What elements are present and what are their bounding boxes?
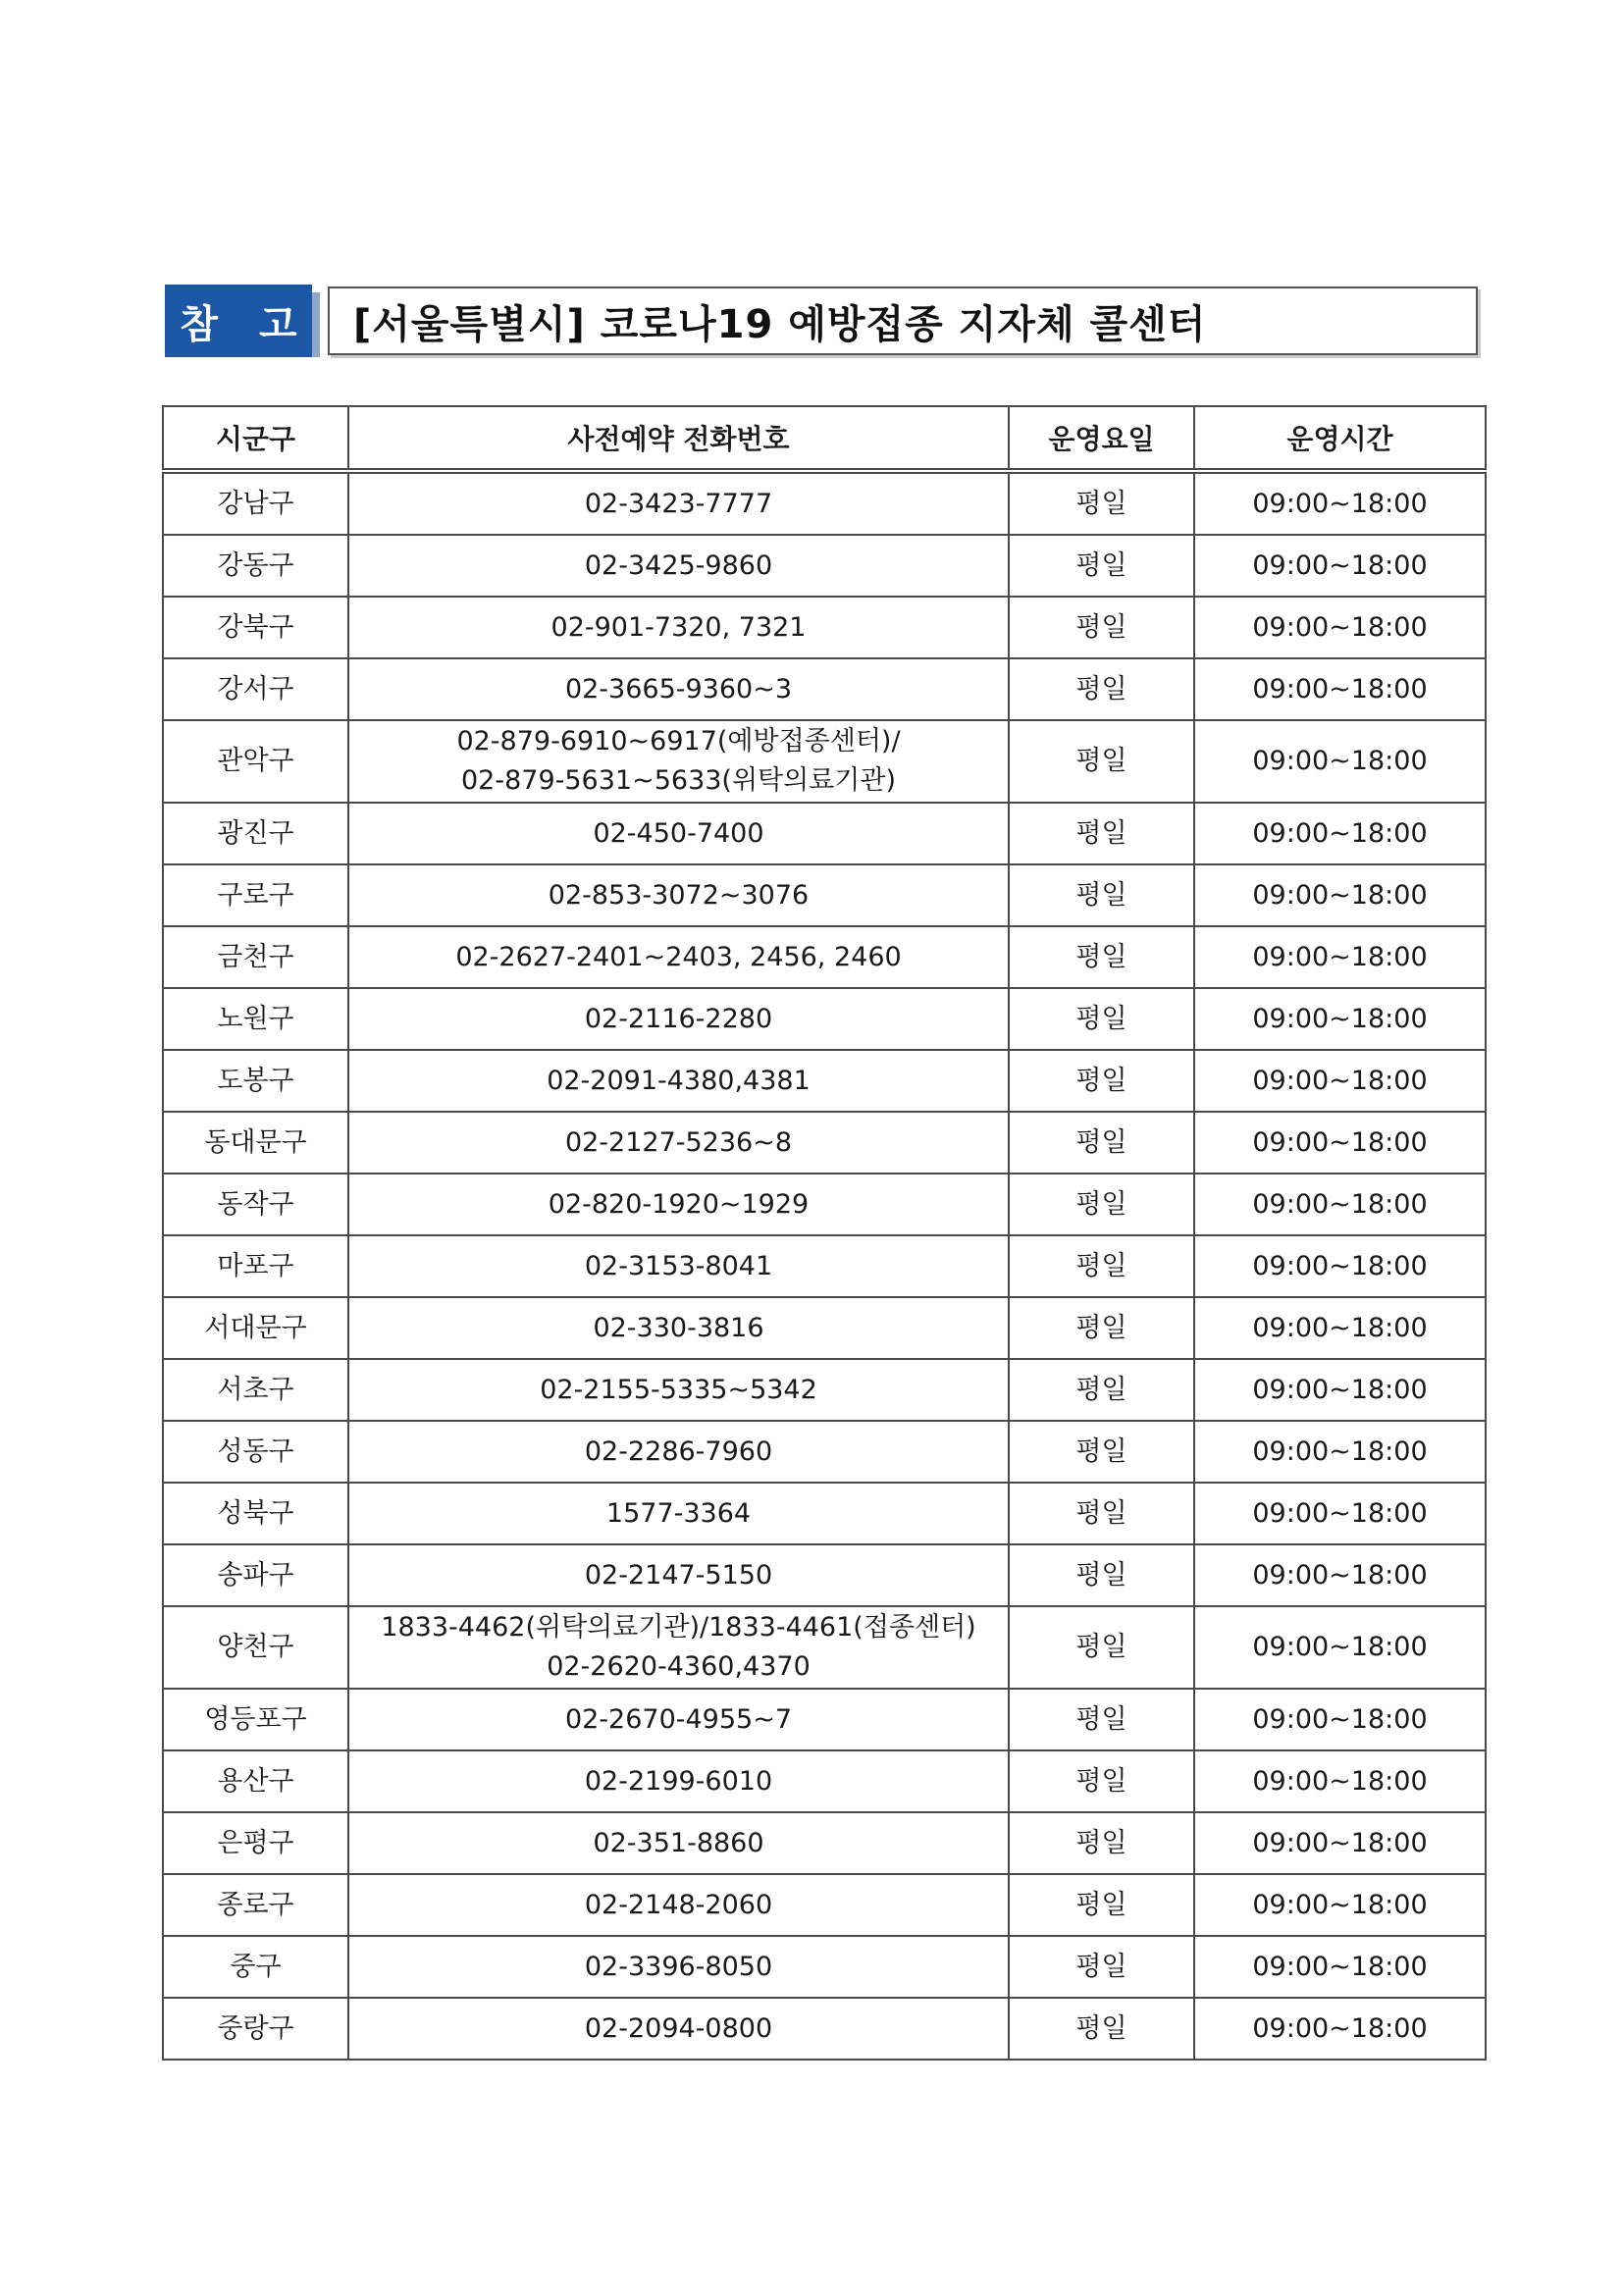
days-cell: 평일 xyxy=(1009,1235,1194,1297)
phone-line: 02-3396-8050 xyxy=(584,1951,773,1982)
phone-line: 02-2091-4380,4381 xyxy=(547,1065,811,1096)
phone-line: 02-879-5631~5633(위탁의료기관) xyxy=(461,765,896,796)
district-cell: 성동구 xyxy=(163,1421,348,1483)
days-cell: 평일 xyxy=(1009,597,1194,658)
hours-cell: 09:00~18:00 xyxy=(1194,1606,1486,1689)
days-cell: 평일 xyxy=(1009,1689,1194,1750)
hours-cell: 09:00~18:00 xyxy=(1194,926,1486,988)
district-cell: 양천구 xyxy=(163,1606,348,1689)
table-row xyxy=(163,1297,1486,1359)
phone-line: 02-2148-2060 xyxy=(584,1889,773,1920)
phone-cell xyxy=(348,1936,1009,1998)
phone-line: 02-2094-0800 xyxy=(584,2012,773,2044)
column-header-phone: 사전예약 전화번호 xyxy=(348,406,1009,471)
phone-line: 02-2627-2401~2403, 2456, 2460 xyxy=(455,941,902,972)
table-body xyxy=(163,471,1486,2060)
district-cell: 서초구 xyxy=(163,1359,348,1421)
days-cell: 평일 xyxy=(1009,720,1194,803)
days-cell: 평일 xyxy=(1009,1174,1194,1235)
days-cell: 평일 xyxy=(1009,1483,1194,1544)
phone-cell xyxy=(348,720,1009,803)
district-cell: 관악구 xyxy=(163,720,348,803)
hours-cell: 09:00~18:00 xyxy=(1194,597,1486,658)
district-cell: 성북구 xyxy=(163,1483,348,1544)
hours-cell: 09:00~18:00 xyxy=(1194,1750,1486,1812)
phone-cell xyxy=(348,1050,1009,1112)
days-cell: 평일 xyxy=(1009,803,1194,864)
phone-line: 02-2147-5150 xyxy=(584,1559,773,1591)
hours-cell: 09:00~18:00 xyxy=(1194,1359,1486,1421)
district-cell: 서대문구 xyxy=(163,1297,348,1359)
hours-cell: 09:00~18:00 xyxy=(1194,1689,1486,1750)
days-cell: 평일 xyxy=(1009,1874,1194,1936)
table-row xyxy=(163,1421,1486,1483)
hours-cell: 09:00~18:00 xyxy=(1194,1544,1486,1606)
phone-cell xyxy=(348,1112,1009,1174)
hours-cell: 09:00~18:00 xyxy=(1194,988,1486,1050)
hours-cell: 09:00~18:00 xyxy=(1194,864,1486,926)
hours-cell: 09:00~18:00 xyxy=(1194,658,1486,720)
table-header xyxy=(163,406,1486,471)
hours-cell: 09:00~18:00 xyxy=(1194,471,1486,535)
table-row xyxy=(163,1544,1486,1606)
phone-cell xyxy=(348,1421,1009,1483)
hours-cell: 09:00~18:00 xyxy=(1194,1421,1486,1483)
hours-cell: 09:00~18:00 xyxy=(1194,1174,1486,1235)
table-row xyxy=(163,535,1486,597)
phone-line: 02-853-3072~3076 xyxy=(548,879,810,911)
district-cell: 송파구 xyxy=(163,1544,348,1606)
phone-line: 02-2155-5335~5342 xyxy=(540,1374,817,1405)
hours-cell: 09:00~18:00 xyxy=(1194,1050,1486,1112)
table-row xyxy=(163,1050,1486,1112)
days-cell: 평일 xyxy=(1009,1050,1194,1112)
hours-cell: 09:00~18:00 xyxy=(1194,1812,1486,1874)
table-row xyxy=(163,988,1486,1050)
table-row xyxy=(163,1359,1486,1421)
phone-line: 02-820-1920~1929 xyxy=(548,1188,810,1220)
phone-line: 02-3153-8041 xyxy=(584,1250,773,1281)
phone-cell xyxy=(348,926,1009,988)
days-cell: 평일 xyxy=(1009,1112,1194,1174)
district-cell: 마포구 xyxy=(163,1235,348,1297)
table-row xyxy=(163,864,1486,926)
district-cell: 강동구 xyxy=(163,535,348,597)
phone-line: 02-3665-9360~3 xyxy=(564,673,793,704)
district-cell: 은평구 xyxy=(163,1812,348,1874)
phone-cell xyxy=(348,1874,1009,1936)
phone-cell xyxy=(348,658,1009,720)
district-cell: 중구 xyxy=(163,1936,348,1998)
days-cell: 평일 xyxy=(1009,1812,1194,1874)
phone-cell xyxy=(348,1689,1009,1750)
hours-cell: 09:00~18:00 xyxy=(1194,1297,1486,1359)
phone-cell xyxy=(348,988,1009,1050)
district-cell: 강서구 xyxy=(163,658,348,720)
district-cell: 금천구 xyxy=(163,926,348,988)
district-cell: 동작구 xyxy=(163,1174,348,1235)
phone-line: 02-351-8860 xyxy=(593,1827,764,1858)
days-cell: 평일 xyxy=(1009,988,1194,1050)
column-header-days: 운영요일 xyxy=(1009,406,1194,471)
phone-cell xyxy=(348,1812,1009,1874)
table-row xyxy=(163,597,1486,658)
header-row xyxy=(163,406,1486,471)
table-row xyxy=(163,1936,1486,1998)
phone-cell xyxy=(348,1544,1009,1606)
hours-cell: 09:00~18:00 xyxy=(1194,1112,1486,1174)
table-row xyxy=(163,1174,1486,1235)
phone-cell xyxy=(348,864,1009,926)
table-row xyxy=(163,1112,1486,1174)
days-cell: 평일 xyxy=(1009,926,1194,988)
column-header-hours: 운영시간 xyxy=(1194,406,1486,471)
hours-cell: 09:00~18:00 xyxy=(1194,720,1486,803)
district-cell: 종로구 xyxy=(163,1874,348,1936)
table-row xyxy=(163,1998,1486,2060)
district-cell: 강남구 xyxy=(163,471,348,535)
page-title: [서울특별시] 코로나19 예방접종 지자체 콜센터 xyxy=(328,287,1478,355)
hours-cell: 09:00~18:00 xyxy=(1194,803,1486,864)
table-row xyxy=(163,1750,1486,1812)
district-cell: 노원구 xyxy=(163,988,348,1050)
hours-cell: 09:00~18:00 xyxy=(1194,1235,1486,1297)
table-row xyxy=(163,1689,1486,1750)
phone-cell xyxy=(348,597,1009,658)
phone-line: 02-2199-6010 xyxy=(584,1765,773,1797)
district-cell: 도봉구 xyxy=(163,1050,348,1112)
phone-line: 02-901-7320, 7321 xyxy=(550,611,807,643)
phone-cell xyxy=(348,1174,1009,1235)
phone-line: 02-2670-4955~7 xyxy=(564,1703,793,1735)
table-row xyxy=(163,1812,1486,1874)
badge-shadow xyxy=(312,292,320,357)
phone-line: 02-2620-4360,4370 xyxy=(547,1651,811,1682)
phone-cell xyxy=(348,1297,1009,1359)
district-cell: 용산구 xyxy=(163,1750,348,1812)
phone-cell xyxy=(348,471,1009,535)
phone-cell xyxy=(348,1998,1009,2060)
call-center-table xyxy=(162,405,1487,2061)
days-cell: 평일 xyxy=(1009,864,1194,926)
district-cell: 광진구 xyxy=(163,803,348,864)
phone-line: 02-879-6910~6917(예방접종센터)/ xyxy=(456,726,901,757)
phone-line: 02-3423-7777 xyxy=(584,488,773,519)
hours-cell: 09:00~18:00 xyxy=(1194,1483,1486,1544)
days-cell: 평일 xyxy=(1009,471,1194,535)
reference-badge: 참 고 xyxy=(165,285,312,357)
hours-cell: 09:00~18:00 xyxy=(1194,535,1486,597)
phone-cell xyxy=(348,1483,1009,1544)
days-cell: 평일 xyxy=(1009,535,1194,597)
phone-line: 1577-3364 xyxy=(605,1497,752,1529)
phone-line: 02-450-7400 xyxy=(593,817,764,849)
table-row xyxy=(163,658,1486,720)
table-row xyxy=(163,1606,1486,1689)
district-cell: 구로구 xyxy=(163,864,348,926)
days-cell: 평일 xyxy=(1009,658,1194,720)
phone-line: 02-3425-9860 xyxy=(584,549,773,581)
phone-cell xyxy=(348,1359,1009,1421)
days-cell: 평일 xyxy=(1009,1750,1194,1812)
district-cell: 중랑구 xyxy=(163,1998,348,2060)
days-cell: 평일 xyxy=(1009,1606,1194,1689)
table-row xyxy=(163,471,1486,535)
phone-cell xyxy=(348,803,1009,864)
table-row xyxy=(163,1874,1486,1936)
days-cell: 평일 xyxy=(1009,1998,1194,2060)
hours-cell: 09:00~18:00 xyxy=(1194,1998,1486,2060)
hours-cell: 09:00~18:00 xyxy=(1194,1874,1486,1936)
days-cell: 평일 xyxy=(1009,1359,1194,1421)
phone-cell xyxy=(348,535,1009,597)
table-row xyxy=(163,1235,1486,1297)
days-cell: 평일 xyxy=(1009,1544,1194,1606)
phone-line: 02-2286-7960 xyxy=(584,1435,773,1467)
phone-line: 02-2116-2280 xyxy=(584,1003,773,1034)
phone-cell xyxy=(348,1235,1009,1297)
district-cell: 강북구 xyxy=(163,597,348,658)
phone-cell xyxy=(348,1606,1009,1689)
phone-cell xyxy=(348,1750,1009,1812)
page-header xyxy=(165,285,1478,357)
phone-line: 02-330-3816 xyxy=(593,1312,764,1343)
table-row xyxy=(163,720,1486,803)
days-cell: 평일 xyxy=(1009,1936,1194,1998)
district-cell: 영등포구 xyxy=(163,1689,348,1750)
column-header-district: 시군구 xyxy=(163,406,348,471)
phone-line: 1833-4462(위탁의료기관)/1833-4461(접종센터) xyxy=(381,1612,976,1643)
hours-cell: 09:00~18:00 xyxy=(1194,1936,1486,1998)
days-cell: 평일 xyxy=(1009,1421,1194,1483)
days-cell: 평일 xyxy=(1009,1297,1194,1359)
table-row xyxy=(163,803,1486,864)
district-cell: 동대문구 xyxy=(163,1112,348,1174)
phone-line: 02-2127-5236~8 xyxy=(564,1126,793,1158)
table-row xyxy=(163,926,1486,988)
table-row xyxy=(163,1483,1486,1544)
